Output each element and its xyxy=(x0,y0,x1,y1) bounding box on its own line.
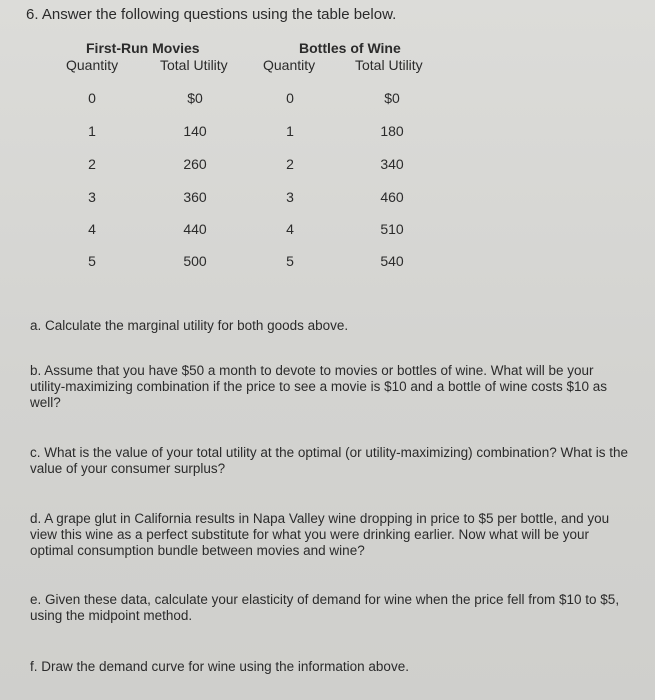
cell-wine-qty: 5 xyxy=(286,253,294,269)
cell-wine-tu: 180 xyxy=(380,123,404,139)
cell-wine-qty: 3 xyxy=(286,189,294,205)
cell-wine-tu: 510 xyxy=(380,221,404,237)
question-f: f. Draw the demand curve for wine using the information above. xyxy=(30,659,409,674)
cell-movie-tu: 140 xyxy=(183,123,207,139)
cell-wine-tu: 540 xyxy=(380,253,404,269)
cell-wine-qty: 2 xyxy=(286,156,294,172)
question-d: d. A grape glut in California results in Napa Valley wine dropping in price to $5 per bottle, and you view this wine as a perfect substitute for what you were drinking earlier. Now what will be your optimal consumption bundle between movies and wine? xyxy=(30,511,610,558)
cell-movie-qty: 5 xyxy=(88,253,96,269)
cell-movie-tu: 360 xyxy=(183,189,207,205)
cell-movie-tu: 260 xyxy=(183,156,207,172)
cell-movie-qty: 3 xyxy=(88,189,96,205)
cell-wine-qty: 4 xyxy=(286,221,294,237)
cell-movie-qty: 1 xyxy=(88,123,96,139)
question-e: e. Given these data, calculate your elasticity of demand for wine when the price fell from $10 to $5, using the midpoint method. xyxy=(30,592,620,623)
cell-wine-qty: 1 xyxy=(286,123,294,139)
question-c: c. What is the value of your total utility at the optimal (or utility-maximizing) combination? What is the value of your consumer surplus? xyxy=(30,445,628,476)
col-header-movies-total-utility: Total Utility xyxy=(160,57,228,73)
cell-movie-tu: $0 xyxy=(187,90,203,106)
group-header-movies: First-Run Movies xyxy=(86,40,200,56)
cell-wine-tu: 340 xyxy=(380,156,404,172)
cell-movie-qty: 4 xyxy=(88,221,96,237)
group-header-wine: Bottles of Wine xyxy=(299,40,401,56)
cell-movie-tu: 500 xyxy=(183,253,207,269)
col-header-movies-quantity: Quantity xyxy=(66,57,119,73)
question-b: b. Assume that you have $50 a month to devote to movies or bottles of wine. What will be your utility-maximizing combination if the price to see a movie is $10 and a bottle of wine costs $10 as well? xyxy=(30,363,608,410)
question-heading: 6. Answer the following questions using the table below. xyxy=(26,6,397,23)
cell-wine-tu: 460 xyxy=(380,189,404,205)
cell-wine-qty: 0 xyxy=(286,90,294,106)
cell-movie-tu: 440 xyxy=(183,221,207,237)
cell-movie-qty: 0 xyxy=(88,90,96,106)
col-header-wine-quantity: Quantity xyxy=(263,57,316,73)
col-header-wine-total-utility: Total Utility xyxy=(355,57,423,73)
cell-movie-qty: 2 xyxy=(88,156,96,172)
cell-wine-tu: $0 xyxy=(384,90,400,106)
question-a: a. Calculate the marginal utility for both goods above. xyxy=(30,318,349,333)
